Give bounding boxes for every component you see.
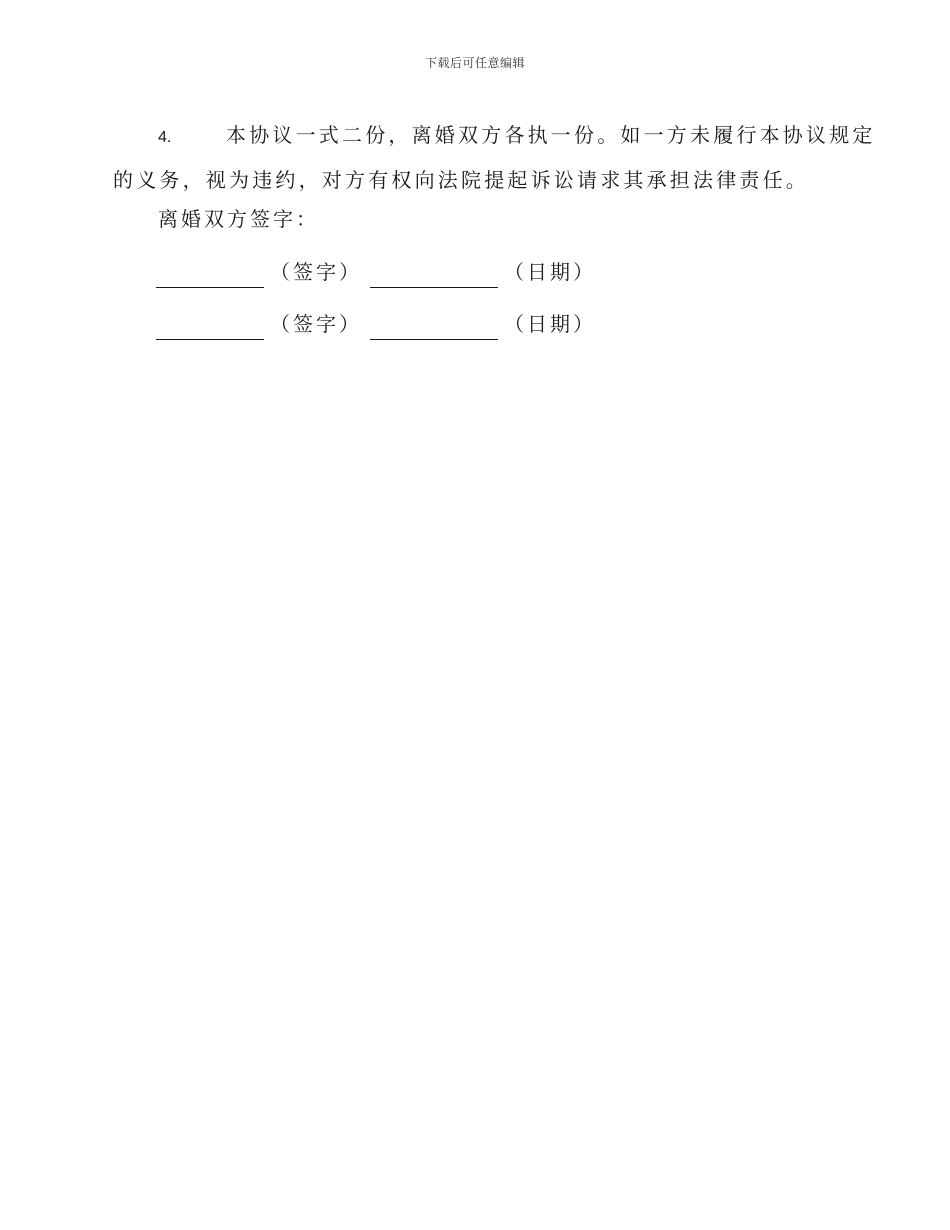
signature-row xyxy=(156,308,604,340)
clause-text-1: 本协议一式二份，离婚双方各执一份。如一方未履行本协议规定 xyxy=(226,123,876,147)
date-label: （日期） xyxy=(504,260,596,284)
signature-label: （签字） xyxy=(270,260,362,284)
signature-row xyxy=(156,256,604,288)
signature-label: （签字） xyxy=(270,312,362,336)
clause-line-1 xyxy=(113,114,876,159)
date-blank[interactable] xyxy=(370,263,498,288)
clause-number: 4. xyxy=(158,129,172,146)
signature-blank[interactable] xyxy=(156,263,264,288)
clause-4 xyxy=(113,114,876,201)
signature-heading: 离婚双方签字： xyxy=(158,207,319,231)
signature-blank[interactable] xyxy=(156,315,264,340)
header-note: 下载后可任意编辑 xyxy=(424,56,525,70)
clause-text-2: 的义务，视为违约，对方有权向法院提起诉讼请求其承担法律责任。 xyxy=(113,168,809,192)
date-label: （日期） xyxy=(504,312,596,336)
date-blank[interactable] xyxy=(370,315,498,340)
